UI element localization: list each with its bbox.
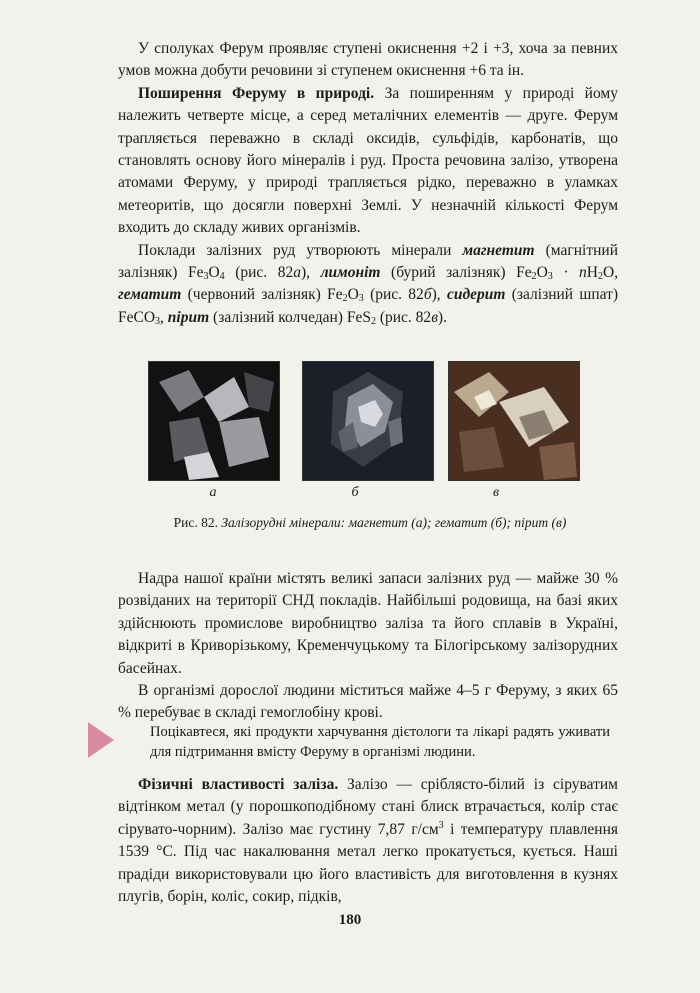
figure-label-b: б [351, 485, 359, 500]
page-number: 180 [338, 912, 362, 928]
note-box: Поцікавтеся, які продукти харчування дієтологи та лікарі радять уживати для підтримання вмісту Феруму в організмі людини. [150, 724, 610, 760]
paragraph-deposits: Надра нашої країни містять великі запаси залізних руд — майже 30 % розвіданих на території СНД покладів. Найбільші родовища, на базі яких здійснюють промислове виробництво заліза та його сплавів в Україні, відкриті в Криворізькому, Кременчуцькому та Білогірському залізорудних басейнах. [118, 570, 618, 677]
paragraph-human-body: В організмі дорослої людини міститься майже 4–5 г Феруму, з яких 65 % перебуває в складі гемоглобіну крові. [118, 682, 618, 722]
hematite-photo [302, 361, 434, 481]
figure-label-a: а [209, 485, 217, 500]
paragraph-distribution: Поширення Феруму в природі. За поширенням у природі йому належить четверте місце, а серед металічних елементів — друге. Ферум трапляється переважно в складі оксидів, сульфідів, карбонатів, що становлять основу його мінералів і руд. Проста речовина залізо, утворена атомами Феруму, у природі трапляється рідко, переважно в уламках метеоритів, що досягли поверхні Землі. У незначній кількості Ферум входить до складу живих організмів. [118, 84, 618, 237]
paragraph-oxidation-states: У сполуках Ферум проявляє ступені окиснення +2 і +3, хоча за певних умов можна добути речовини зі ступенем окиснення +6 та ін. [118, 40, 618, 80]
text-block-top [118, 38, 618, 329]
paragraph-physical-properties: Фізичні властивості заліза. Залізо — сріблясто-білий із сіруватим відтінком метал (у порошкоподібному стані блиск втрачається, колір стає сірувато-чорним). Залізо має густину 7,87 $г/см^3$ і температуру плавлення 1539 °С. Під час накалювання метал легко прокатується, кується. Наші прадіди використовували цю його властивість для виготовлення в кузнях плугів, борін, коліс, сокир, підків, [118, 776, 619, 906]
figure-caption: Рис. 82. Залізорудні мінерали: магнетит (а); гематит (б); пірит (в) [173, 515, 567, 530]
text-block-bottom [118, 774, 618, 908]
figure-label-c: в [492, 485, 500, 500]
heading-physical-properties: Фізичні властивості заліза. [138, 776, 339, 793]
heading-distribution: Поширення Феруму в природі. [138, 84, 375, 102]
pyrite-photo [448, 361, 580, 481]
magnetite-photo [148, 361, 280, 481]
figure-82-images [148, 361, 578, 479]
paragraph-minerals: Поклади залізних руд утворюють мінерали магнетит (магнітний залізняк) $Fe_3O_4$ (рис. 82а), лимоніт (бурий залізняк) $Fe_2O_3 \cdot nH_2O$, гематит (червоний залізняк) $Fe_2O_3$ (рис. 82б), сидерит (залізний шпат) FeCO$_3$, пірит (залізний колчедан) FeS$_2$ (рис. 82в). [118, 241, 619, 327]
note-triangle-icon [88, 722, 114, 758]
text-block-middle [118, 568, 618, 725]
